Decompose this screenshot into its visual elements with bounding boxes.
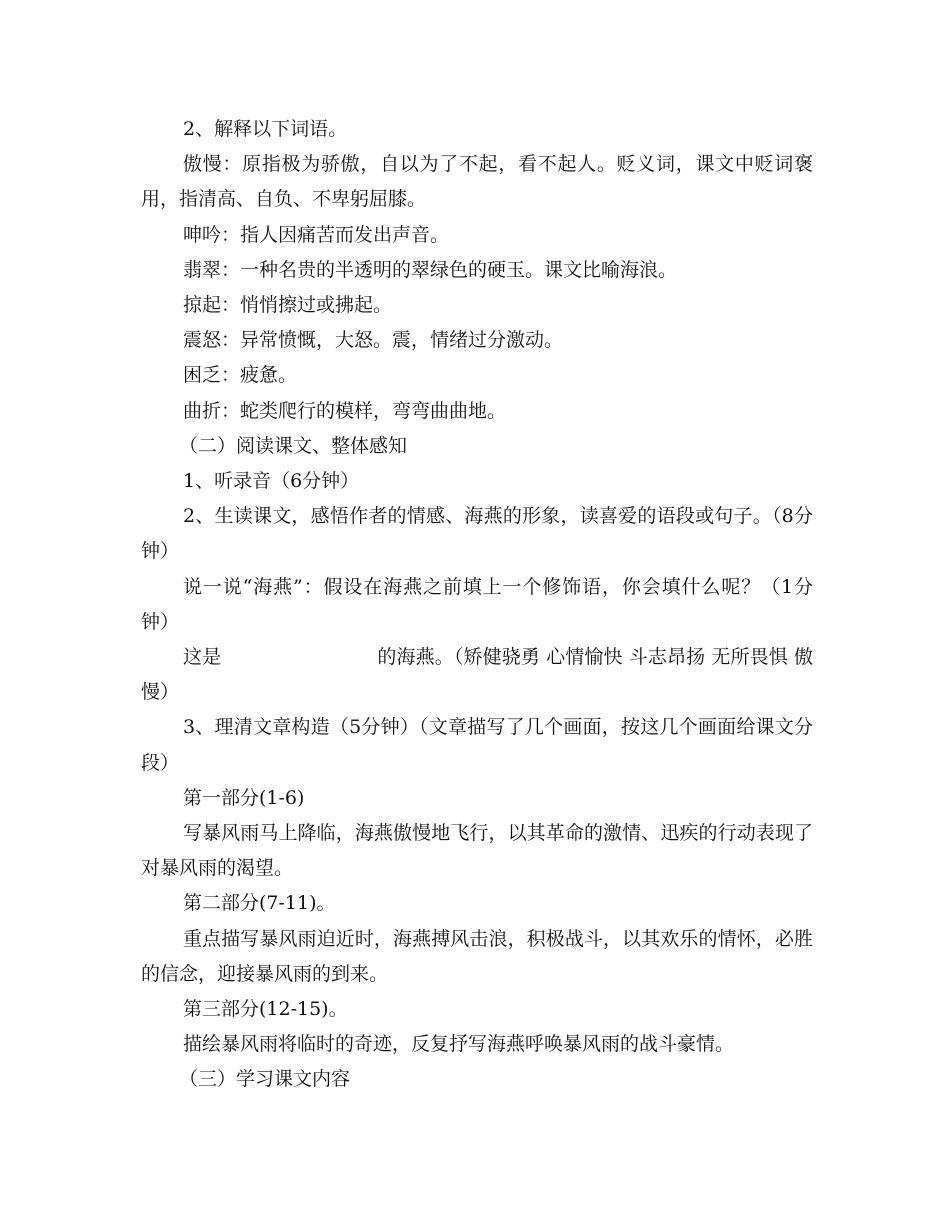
activity-item: 说一说“海燕”：假设在海燕之前填上一个修饰语，你会填什么呢？（1分钟）: [141, 575, 813, 633]
vocab-entry: 呻吟：指人因痛苦而发出声音。: [183, 223, 450, 246]
activity-item: 3、理清文章构造（5分钟）（文章描写了几个画面，按这几个画面给课文分段）: [141, 716, 813, 774]
document-body: [141, 112, 813, 1098]
part-summary: 描绘暴风雨将临时的奇迹，反复抒写海燕呼唤暴风雨的战斗豪情。: [183, 1033, 735, 1056]
fill-blank-prefix: 这是: [183, 646, 222, 669]
part-heading: 第一部分(1-6): [183, 786, 305, 809]
activity-item: 2、生读课文，感悟作者的情感、海燕的形象，读喜爱的语段或句子。（8分钟）: [141, 505, 813, 563]
vocab-entry: 翡翠：一种名贵的半透明的翠绿色的硬玉。课文比喻海浪。: [183, 258, 678, 281]
vocab-entry: 困乏：疲惫。: [183, 364, 298, 387]
vocab-entry: 掠起：悄悄擦过或拂起。: [183, 294, 393, 317]
fill-blank-sentence: [141, 640, 813, 710]
fill-blank-suffix: 的海燕。（矫健骁勇 心情愉快 斗志昂扬 无所畏惧 傲慢）: [141, 646, 813, 704]
section-item-heading: 2、解释以下词语。: [183, 118, 348, 140]
section-heading: （三）学习课文内容: [179, 1068, 351, 1091]
part-summary: 重点描写暴风雨迫近时，海燕搏风击浪，积极战斗，以其欢乐的情怀，必胜的信念，迎接暴风雨的到来。: [141, 927, 813, 985]
part-heading: 第二部分(7-11)。: [183, 892, 336, 915]
vocab-entry: 傲慢：原指极为骄傲，自以为了不起，看不起人。贬义词，课文中贬词褒用，指清高、自负、不卑躬屈膝。: [141, 153, 813, 211]
vocab-entry: 曲折：蛇类爬行的模样，弯弯曲曲地。: [183, 399, 507, 422]
part-summary: 写暴风雨马上降临，海燕傲慢地飞行，以其革命的激情、迅疾的行动表现了对暴风雨的渴望。: [141, 822, 813, 880]
section-heading: （二）阅读课文、整体感知: [179, 434, 408, 457]
part-heading: 第三部分(12-15)。: [183, 998, 348, 1021]
vocab-entry: 震怒：异常愤慨，大怒。震，情绪过分激动。: [183, 329, 564, 352]
activity-item: 1、听录音（6分钟）: [183, 470, 360, 493]
